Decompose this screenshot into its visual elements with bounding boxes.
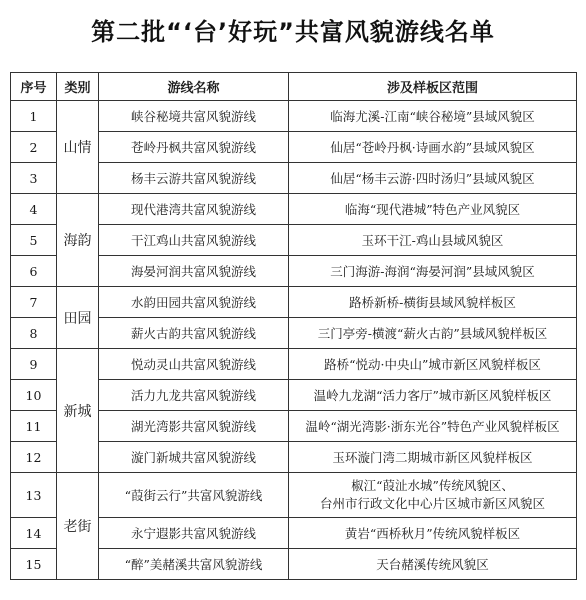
table-row — [11, 287, 577, 318]
area-scope: 路桥新桥-横街县域风貌样板区 — [289, 287, 577, 318]
category-cell: 海韵 — [57, 194, 99, 287]
header-area: 涉及样板区范围 — [289, 73, 577, 101]
row-no: 3 — [11, 163, 57, 194]
route-list-table — [10, 72, 577, 580]
row-no: 5 — [11, 225, 57, 256]
row-no: 13 — [11, 473, 57, 518]
area-scope: 临海“现代港城”特色产业风貌区 — [289, 194, 577, 225]
row-no: 7 — [11, 287, 57, 318]
route-name: 永宁遐影共富风貌游线 — [99, 518, 289, 549]
table-row — [11, 194, 577, 225]
area-scope: 仙居“苍岭丹枫·诗画水韵”县域风貌区 — [289, 132, 577, 163]
route-name: “葭街云行”共富风貌游线 — [99, 473, 289, 518]
area-scope: 黄岩“西桥秋月”传统风貌样板区 — [289, 518, 577, 549]
area-scope: 天台赭溪传统风貌区 — [289, 549, 577, 580]
page-title: 第二批“‘台’好玩”共富风貌游线名单 — [91, 18, 495, 46]
route-name: 湖光湾影共富风貌游线 — [99, 411, 289, 442]
table-header-row — [11, 73, 577, 101]
table-row — [11, 349, 577, 380]
table-row — [11, 473, 577, 518]
row-no: 12 — [11, 442, 57, 473]
area-scope-line: 台州市行政文化中心片区城市新区风貌区 — [319, 496, 545, 511]
row-no: 9 — [11, 349, 57, 380]
header-category: 类别 — [57, 73, 99, 101]
area-scope: 玉环干江-鸡山县域风貌区 — [289, 225, 577, 256]
area-scope: 仙居“杨丰云游·四时汤归”县域风貌区 — [289, 163, 577, 194]
area-scope: 三门海游-海润“海晏河润”县域风貌区 — [289, 256, 577, 287]
route-name: 漩门新城共富风貌游线 — [99, 442, 289, 473]
area-scope-line: 椒江“葭沚水城”传统风貌区、 — [351, 478, 514, 493]
route-name: 现代港湾共富风貌游线 — [99, 194, 289, 225]
row-no: 8 — [11, 318, 57, 349]
area-scope: 三门亭旁-横渡“薪火古韵”县域风貌样板区 — [289, 318, 577, 349]
category-cell: 新城 — [57, 349, 99, 473]
row-no: 15 — [11, 549, 57, 580]
area-scope: 温岭“湖光湾影·浙东光谷”特色产业风貌样板区 — [289, 411, 577, 442]
route-name: 杨丰云游共富风貌游线 — [99, 163, 289, 194]
row-no: 14 — [11, 518, 57, 549]
category-cell: 田园 — [57, 287, 99, 349]
route-name: 海晏河润共富风貌游线 — [99, 256, 289, 287]
header-route: 游线名称 — [99, 73, 289, 101]
area-scope: 玉环漩门湾二期城市新区风貌样板区 — [289, 442, 577, 473]
route-name: 水韵田园共富风貌游线 — [99, 287, 289, 318]
route-name: 薪火古韵共富风貌游线 — [99, 318, 289, 349]
header-no: 序号 — [11, 73, 57, 101]
row-no: 2 — [11, 132, 57, 163]
category-cell: 山情 — [57, 101, 99, 194]
route-name: 悦动灵山共富风貌游线 — [99, 349, 289, 380]
row-no: 4 — [11, 194, 57, 225]
route-name: 干江鸡山共富风貌游线 — [99, 225, 289, 256]
route-name: “醉”美赭溪共富风貌游线 — [99, 549, 289, 580]
row-no: 6 — [11, 256, 57, 287]
area-scope — [289, 473, 577, 518]
route-name: 峡谷秘境共富风貌游线 — [99, 101, 289, 132]
row-no: 10 — [11, 380, 57, 411]
area-scope: 临海尤溪-江南“峡谷秘境”县域风貌区 — [289, 101, 577, 132]
area-scope: 温岭九龙湖“活力客厅”城市新区风貌样板区 — [289, 380, 577, 411]
row-no: 11 — [11, 411, 57, 442]
category-cell: 老街 — [57, 473, 99, 580]
area-scope: 路桥“悦动·中央山”城市新区风貌样板区 — [289, 349, 577, 380]
route-name: 活力九龙共富风貌游线 — [99, 380, 289, 411]
row-no: 1 — [11, 101, 57, 132]
route-name: 苍岭丹枫共富风貌游线 — [99, 132, 289, 163]
table-row — [11, 101, 577, 132]
